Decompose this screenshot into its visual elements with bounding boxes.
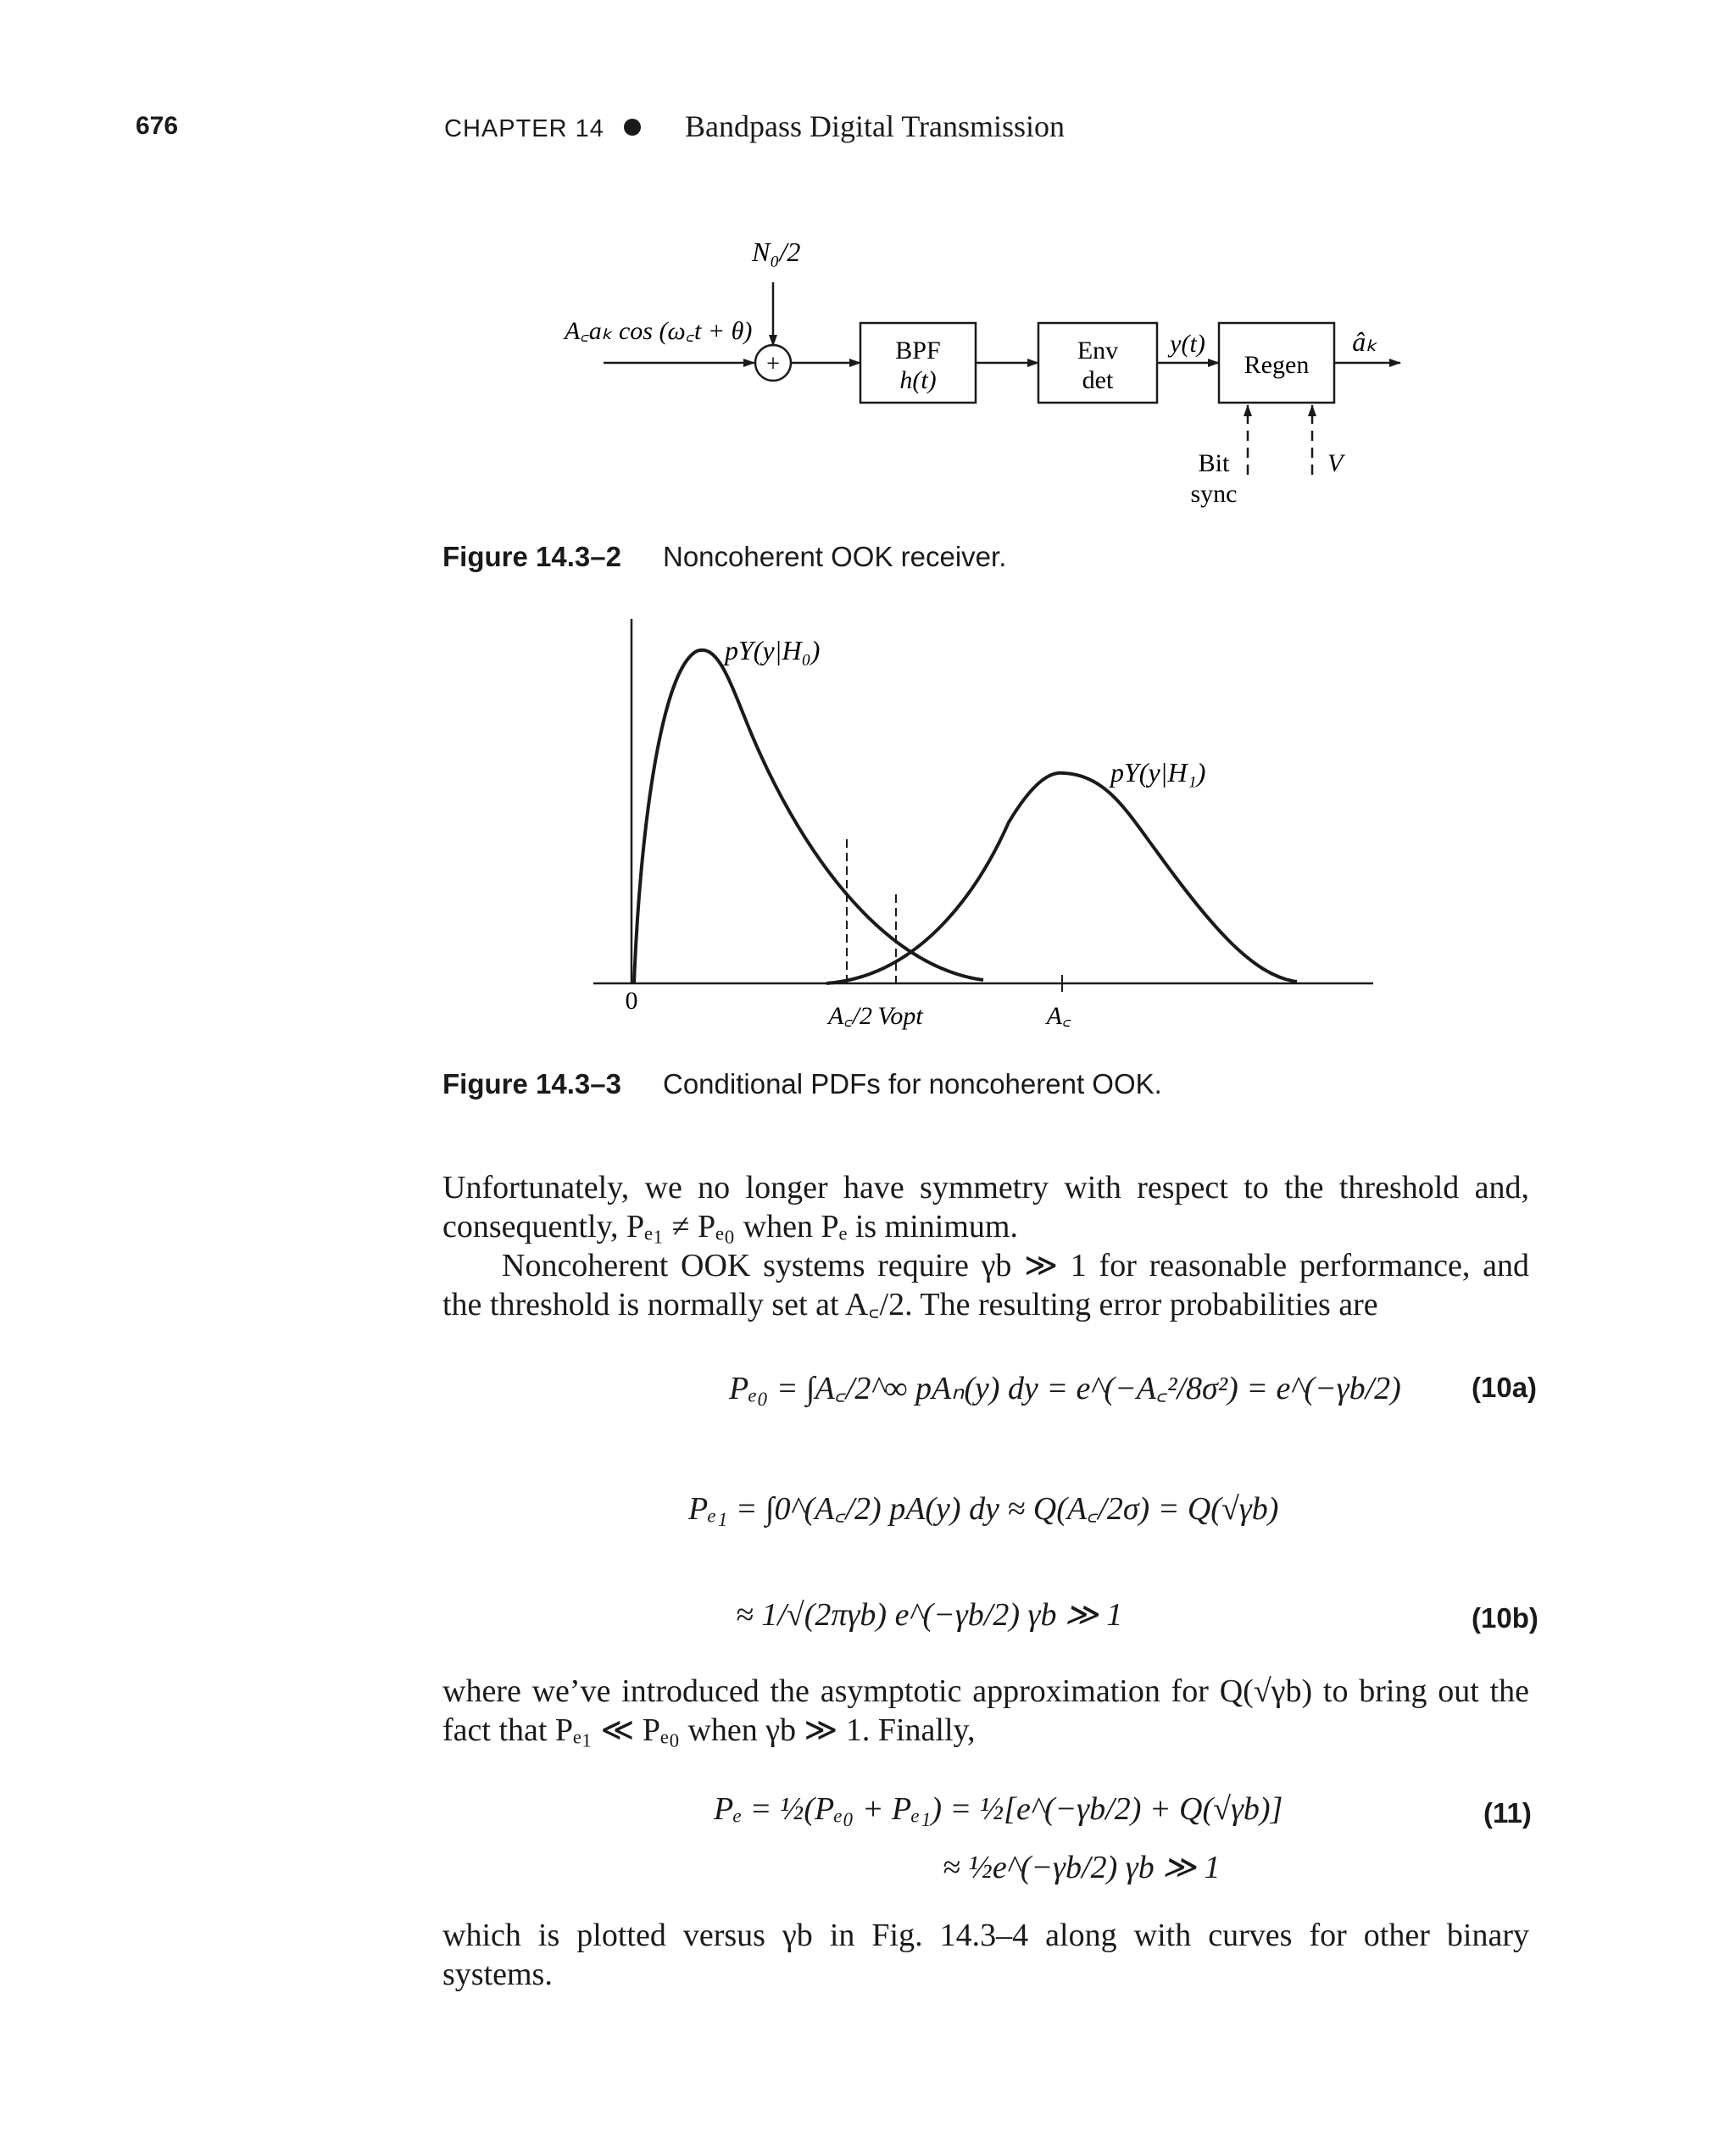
paragraph-block-2 bbox=[442, 1672, 1529, 1750]
paragraph-1: Unfortunately, we no longer have symmetry with respect to the threshold and, consequently, Pₑ₁ ≠ Pₑ₀ when Pₑ is minimum. bbox=[442, 1170, 1529, 1244]
curve-h1-label: pY(y|H₁) bbox=[1110, 757, 1206, 788]
paragraph-block-3 bbox=[442, 1916, 1529, 1994]
tick-vopt-label: Vopt bbox=[877, 1002, 923, 1030]
env-label: Env bbox=[1077, 337, 1119, 365]
figure1-label: Figure 14.3–2 bbox=[442, 541, 621, 572]
chapter-label: CHAPTER 14 bbox=[444, 115, 604, 142]
pdf-curve-h1 bbox=[826, 773, 1297, 983]
figure2-label: Figure 14.3–3 bbox=[442, 1068, 621, 1100]
bpf-label: BPF bbox=[895, 337, 941, 365]
equation-10b-line2: ≈ 1/√(2πγb) e^(−γb/2) γb ≫ 1 bbox=[736, 1597, 1123, 1633]
pdf-curve-h0 bbox=[634, 650, 983, 983]
summer-symbol: + bbox=[766, 351, 780, 377]
origin-label: 0 bbox=[625, 987, 638, 1015]
figure1-caption: Noncoherent OOK receiver. bbox=[663, 541, 1007, 572]
sync-label: sync bbox=[1190, 480, 1238, 508]
paragraph-3: where we’ve introduced the asymptotic approximation for Q(√γb) to bring out the fact that Pₑ₁ ≪ Pₑ₀ when γb ≫ 1. Finally, bbox=[442, 1673, 1529, 1748]
output-label: âₖ bbox=[1352, 326, 1377, 357]
tick-ac-label: A꜀ bbox=[1046, 1002, 1071, 1030]
equation-10a: Pₑ₀ = ∫A꜀/2^∞ pAₙ(y) dy = e^(−A꜀²/8σ²) = e^(−γb/2) bbox=[729, 1371, 1401, 1406]
threshold-label: V bbox=[1327, 449, 1344, 477]
equation-11-line1: Pₑ = ½(Pₑ₀ + Pₑ₁) = ½[e^(−γb/2) + Q(√γb)] bbox=[714, 1791, 1283, 1827]
paragraph-4: which is plotted versus γb in Fig. 14.3–4 along with curves for other binary systems. bbox=[442, 1918, 1529, 1992]
input-signal-label: A꜀aₖ cos (ω꜀t + θ) bbox=[565, 317, 753, 345]
section-title: Bandpass Digital Transmission bbox=[685, 109, 1066, 143]
regen-label: Regen bbox=[1244, 351, 1310, 379]
noise-label: N₀/2 bbox=[752, 237, 801, 267]
equation-10b-line1: Pₑ₁ = ∫0^(A꜀/2) pA(y) dy ≈ Q(A꜀/2σ) = Q(√γb) bbox=[688, 1491, 1279, 1527]
env-output-label: y(t) bbox=[1170, 330, 1205, 358]
equation-11-number: (11) bbox=[1483, 1797, 1532, 1829]
equation-10a-number: (10a) bbox=[1472, 1372, 1538, 1403]
equation-11-line2: ≈ ½e^(−γb/2) γb ≫ 1 bbox=[943, 1850, 1221, 1885]
paragraph-block-1 bbox=[442, 1168, 1529, 1324]
page-number: 676 bbox=[136, 112, 179, 140]
bit-label: Bit bbox=[1198, 449, 1230, 477]
bpf-transfer-label: h(t) bbox=[899, 366, 937, 394]
figure2-caption: Conditional PDFs for noncoherent OOK. bbox=[663, 1068, 1162, 1100]
receiver-block-diagram bbox=[0, 0, 1736, 543]
curve-h0-label: pY(y|H₀) bbox=[725, 635, 821, 665]
equation-10b-number: (10b) bbox=[1472, 1602, 1538, 1634]
tick-half-ac-label: A꜀/2 bbox=[827, 1002, 873, 1030]
conditional-pdf-plot bbox=[0, 593, 1736, 1043]
det-label: det bbox=[1082, 366, 1114, 394]
paragraph-2: Noncoherent OOK systems require γb ≫ 1 for reasonable performance, and the threshold is normally set at A꜀/2. The resulting error probabilities are bbox=[442, 1248, 1529, 1322]
